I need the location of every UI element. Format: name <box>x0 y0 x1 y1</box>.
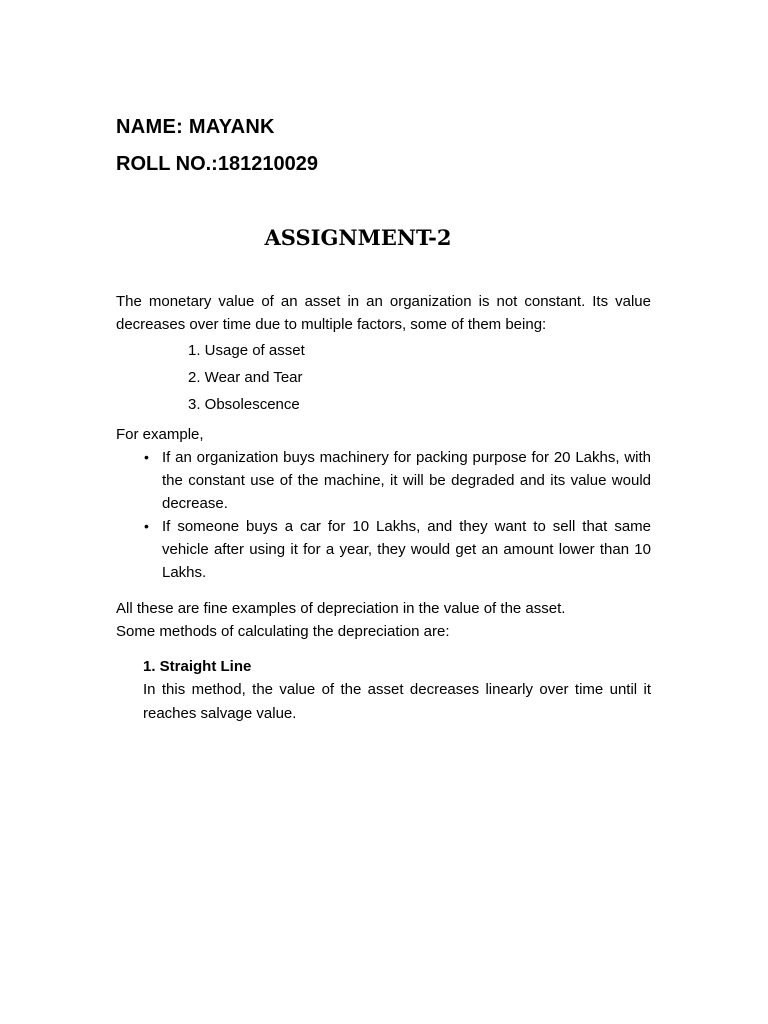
intro-paragraph: The monetary value of an asset in an organization is not constant. Its value decreases over time due to multiple factors, some of them being: <box>116 293 651 333</box>
summary-line: All these are fine examples of depreciation in the value of the asset. <box>116 600 566 617</box>
roll-number: ROLL NO.:181210029 <box>116 153 318 175</box>
bullet-icon: • <box>144 518 149 534</box>
for-example-label: For example, <box>116 426 204 443</box>
bullet-icon: • <box>144 449 149 465</box>
factor-item: 2. Wear and Tear <box>188 369 303 386</box>
method-description: In this method, the value of the asset decreases linearly over time until it reaches salvage value. <box>143 681 651 722</box>
factor-item: 1. Usage of asset <box>188 342 305 359</box>
example-item <box>144 515 651 584</box>
methods-intro: Some methods of calculating the depreciation are: <box>116 623 450 640</box>
factor-list <box>188 339 305 420</box>
factor-item: 3. Obsolescence <box>188 396 300 413</box>
example-text: If an organization buys machinery for packing purpose for 20 Lakhs, with the constant use of the machine, it will be degraded and its value would decrease. <box>162 449 651 512</box>
example-item <box>144 446 651 515</box>
example-text: If someone buys a car for 10 Lakhs, and they want to sell that same vehicle after using it for a year, they would get an amount lower than 10 Lakhs. <box>162 518 651 581</box>
method-heading: 1. Straight Line <box>143 658 252 675</box>
assignment-title: ASSIGNMENT-2 <box>264 225 452 250</box>
student-name: NAME: MAYANK <box>116 116 275 138</box>
